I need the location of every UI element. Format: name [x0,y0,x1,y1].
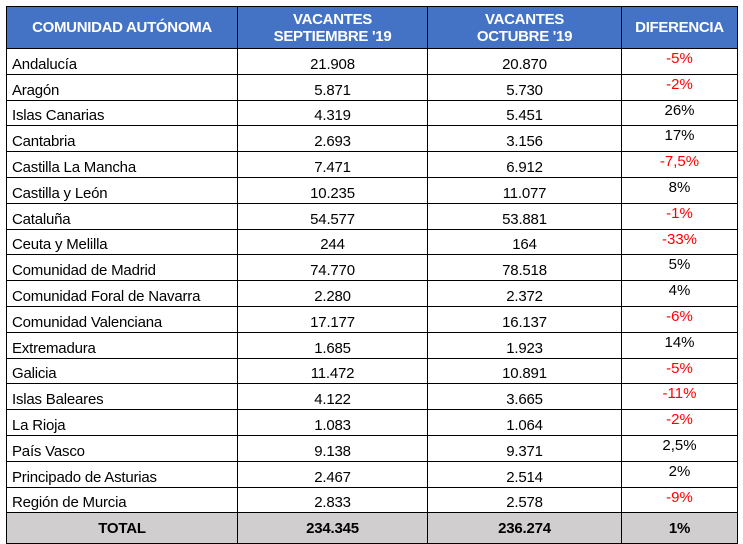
region-cell: Ceuta y Melilla [7,229,238,255]
difference-cell: 2% [622,461,738,487]
table-row [7,229,738,255]
september-cell: 11.472 [238,358,428,384]
region-cell: Castilla La Mancha [7,152,238,178]
region-cell: Cantabria [7,126,238,152]
october-cell: 3.156 [428,126,622,152]
october-cell: 16.137 [428,306,622,332]
region-cell: Comunidad Valenciana [7,306,238,332]
table-row [7,177,738,203]
table-row [7,358,738,384]
difference-cell: -5% [622,49,738,75]
difference-cell: -33% [622,229,738,255]
table-row [7,100,738,126]
table-footer [7,513,738,544]
september-cell: 2.280 [238,281,428,307]
region-cell: Galicia [7,358,238,384]
header-difference: DIFERENCIA [622,7,738,49]
october-cell: 2.372 [428,281,622,307]
difference-cell: -2% [622,410,738,436]
difference-cell: 17% [622,126,738,152]
september-cell: 7.471 [238,152,428,178]
september-cell: 1.083 [238,410,428,436]
october-cell: 11.077 [428,177,622,203]
difference-cell: -11% [622,384,738,410]
table-row [7,126,738,152]
region-cell: La Rioja [7,410,238,436]
table-row [7,487,738,513]
september-cell: 9.138 [238,435,428,461]
september-cell: 21.908 [238,49,428,75]
vacancies-table [6,6,738,544]
difference-cell: 14% [622,332,738,358]
table-row [7,306,738,332]
september-cell: 74.770 [238,255,428,281]
header-region: COMUNIDAD AUTÓNOMA [7,7,238,49]
table-row [7,152,738,178]
october-cell: 2.578 [428,487,622,513]
october-cell: 164 [428,229,622,255]
region-cell: Principado de Asturias [7,461,238,487]
region-cell: País Vasco [7,435,238,461]
region-cell: Región de Murcia [7,487,238,513]
table-header [7,7,738,49]
october-cell: 53.881 [428,203,622,229]
october-cell: 20.870 [428,49,622,75]
difference-cell: -2% [622,74,738,100]
september-cell: 2.833 [238,487,428,513]
october-cell: 1.064 [428,410,622,436]
september-cell: 17.177 [238,306,428,332]
table-row [7,203,738,229]
header-october-line1: VACANTES [485,10,564,28]
header-september [238,7,428,49]
header-october [428,7,622,49]
total-difference: 1% [622,513,738,544]
table-row [7,410,738,436]
region-cell: Castilla y León [7,177,238,203]
september-cell: 4.319 [238,100,428,126]
october-cell: 6.912 [428,152,622,178]
table-row [7,255,738,281]
difference-cell: 8% [622,177,738,203]
region-cell: Comunidad de Madrid [7,255,238,281]
region-cell: Extremadura [7,332,238,358]
table-row [7,332,738,358]
october-cell: 9.371 [428,435,622,461]
difference-cell: -1% [622,203,738,229]
header-september-line2: SEPTIEMBRE '19 [273,27,392,45]
total-row [7,513,738,544]
region-cell: Cataluña [7,203,238,229]
table-row [7,74,738,100]
total-september: 234.345 [238,513,428,544]
table-body [7,49,738,513]
september-cell: 4.122 [238,384,428,410]
table-row [7,49,738,75]
september-cell: 54.577 [238,203,428,229]
september-cell: 2.693 [238,126,428,152]
october-cell: 5.730 [428,74,622,100]
october-cell: 5.451 [428,100,622,126]
region-cell: Comunidad Foral de Navarra [7,281,238,307]
table-row [7,281,738,307]
table-row [7,435,738,461]
header-row [7,7,738,49]
difference-cell: 2,5% [622,435,738,461]
september-cell: 1.685 [238,332,428,358]
september-cell: 2.467 [238,461,428,487]
september-cell: 10.235 [238,177,428,203]
september-cell: 244 [238,229,428,255]
difference-cell: 4% [622,281,738,307]
difference-cell: -6% [622,306,738,332]
october-cell: 3.665 [428,384,622,410]
october-cell: 10.891 [428,358,622,384]
difference-cell: -7,5% [622,152,738,178]
region-cell: Andalucía [7,49,238,75]
table-row [7,461,738,487]
difference-cell: -5% [622,358,738,384]
difference-cell: -9% [622,487,738,513]
region-cell: Islas Canarias [7,100,238,126]
october-cell: 2.514 [428,461,622,487]
region-cell: Islas Baleares [7,384,238,410]
total-october: 236.274 [428,513,622,544]
october-cell: 1.923 [428,332,622,358]
table-row [7,384,738,410]
september-cell: 5.871 [238,74,428,100]
header-september-line1: VACANTES [293,10,372,28]
region-cell: Aragón [7,74,238,100]
difference-cell: 26% [622,100,738,126]
difference-cell: 5% [622,255,738,281]
header-october-line2: OCTUBRE '19 [476,27,573,45]
total-label: TOTAL [7,513,238,544]
october-cell: 78.518 [428,255,622,281]
